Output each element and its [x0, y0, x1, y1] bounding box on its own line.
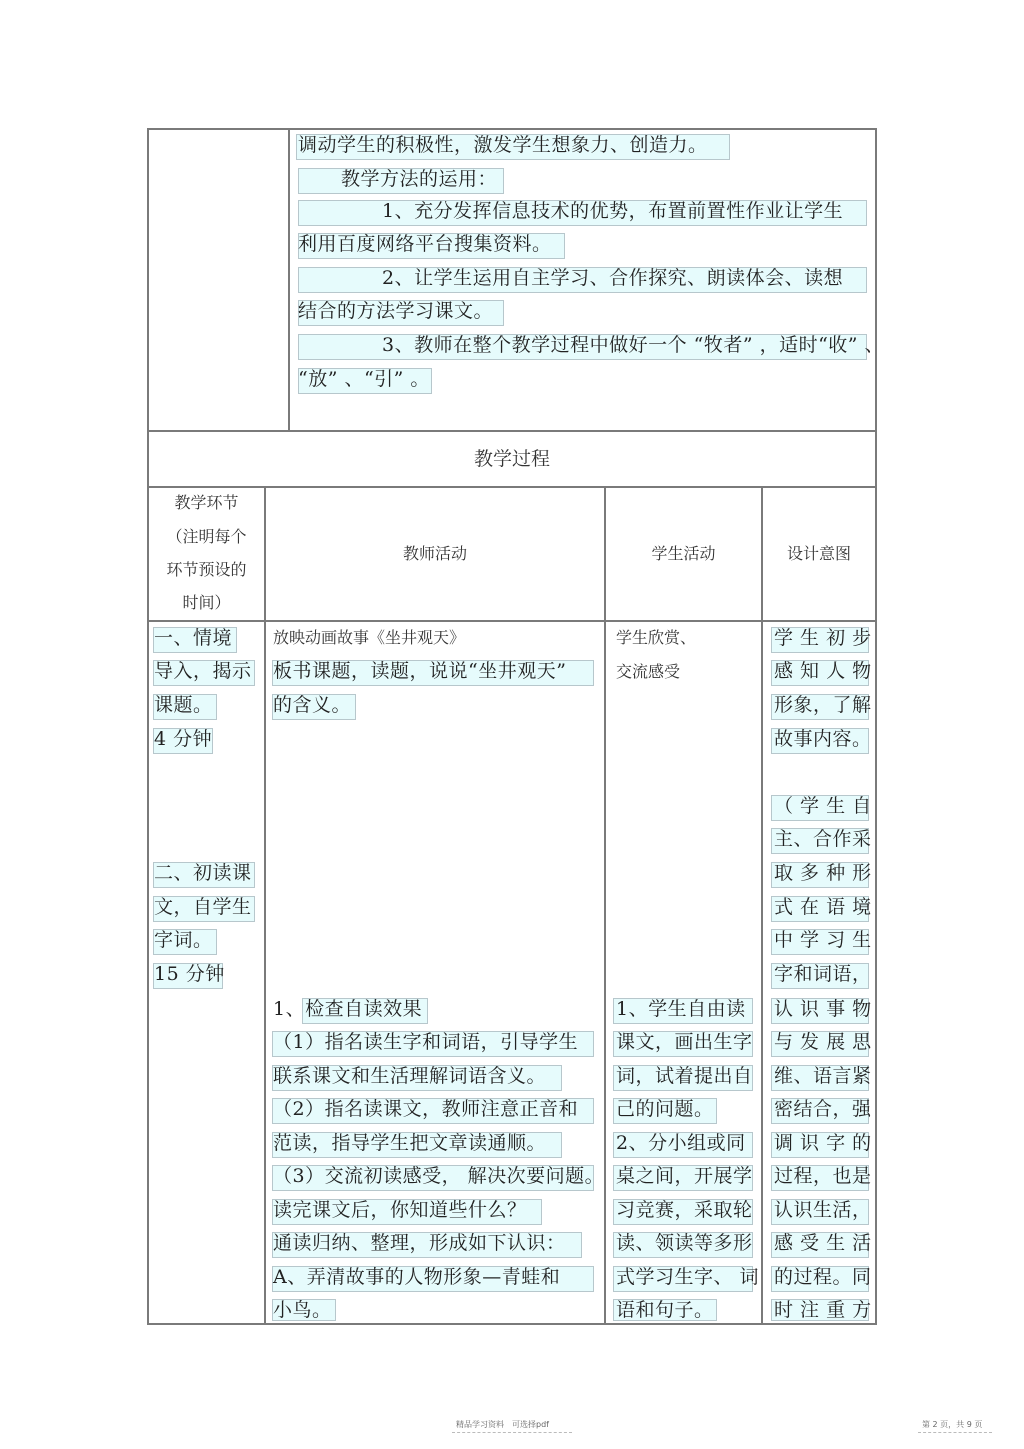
student-activity-intro: 学生欣赏、 [616, 628, 697, 647]
design-intent-line: 认识生活， [774, 1199, 872, 1221]
header-stage: 时间） [182, 593, 231, 612]
teacher-activity-line: A、弄清故事的人物形象—青蛙和 [273, 1266, 561, 1288]
student-activity-line: 课文，画出生字 [616, 1031, 753, 1053]
header-design-intent: 设计意图 [786, 544, 851, 563]
header-stage: （注明每个 [166, 527, 247, 546]
stage-text: 课题。 [154, 694, 213, 716]
design-intent-line: 字和词语， [774, 963, 872, 985]
design-intent-line: 中 学 习 生 [774, 929, 872, 951]
design-intent-line: 认 识 事 物 [774, 998, 872, 1020]
row-divider-3 [147, 620, 877, 622]
student-activity-line: 词，试着提出自 [616, 1065, 753, 1087]
design-intent-line: 时 注 重 方 [774, 1299, 872, 1321]
top-cell-line: 2、让学生运用自主学习、合作探究、朗读体会、读想 [382, 267, 844, 289]
section-title: 教学过程 [473, 448, 550, 470]
student-activity-line: 读、领读等多形 [616, 1232, 753, 1254]
header-stage: 环节预设的 [166, 560, 247, 579]
teacher-activity-intro: 放映动画故事《坐井观天》 [273, 628, 466, 647]
top-cell-line: “放” 、“引” 。 [298, 368, 430, 390]
student-activity-line: 语和句子。 [616, 1299, 714, 1321]
design-intent-line: 故事内容。 [774, 728, 872, 750]
design-intent-line: 过程，也是 [774, 1165, 872, 1187]
design-intent-line: 的过程。同 [774, 1266, 872, 1288]
student-activity-line: 式学习生字、 词 [616, 1266, 760, 1288]
stage-text: 一、情境 [154, 627, 233, 649]
design-intent-line: 密结合，强 [774, 1098, 872, 1120]
teacher-activity-line: 联系课文和生活理解词语含义。 [273, 1065, 547, 1087]
header-teacher-activity: 教师活动 [402, 544, 467, 563]
stage-text: 导入，揭示 [154, 660, 252, 682]
table-left-border [147, 128, 149, 1325]
design-intent-line: 感 受 生 活 [774, 1232, 872, 1254]
footer-dash-left [452, 1432, 572, 1433]
table-right-border [875, 128, 877, 1325]
footer-page-number: 第 2 页，共 9 页 [922, 1420, 983, 1429]
teacher-activity-line: 小鸟。 [273, 1299, 332, 1321]
stage-time: 15 分钟 [154, 963, 225, 985]
student-activity-line: 1、学生自由读 [616, 998, 746, 1020]
teacher-activity-line: 范读，指导学生把文章读通顺。 [273, 1132, 547, 1154]
teacher-activity-line: （1）指名读生字和词语，引导学生 [273, 1031, 579, 1053]
top-cell-line: 结合的方法学习课文。 [298, 300, 494, 322]
student-activity-intro: 交流感受 [616, 662, 681, 681]
teacher-activity-line: 的含义。 [273, 694, 352, 716]
design-intent-line: 取 多 种 形 [774, 862, 872, 884]
stage-text: 文，自学生 [154, 896, 252, 918]
col-divider-2 [604, 486, 606, 1324]
student-activity-line: 习竞赛，采取轮 [616, 1199, 753, 1221]
design-intent-line: （ 学 生 自 [774, 795, 872, 817]
design-intent-line: 维、语言紧 [774, 1065, 872, 1087]
teacher-activity-line: 板书课题，读题，说说“坐井观天” [273, 660, 567, 682]
stage-time: 4 分钟 [154, 728, 213, 750]
design-intent-line: 与 发 展 思 [774, 1031, 872, 1053]
table-bottom-border [147, 1323, 877, 1325]
stage-text: 字词。 [154, 929, 213, 951]
top-cell-line: 3、教师在整个教学过程中做好一个 “牧者” ，适时“收” 、 [382, 334, 885, 356]
student-activity-line: 桌之间，开展学 [616, 1165, 753, 1187]
design-intent-line: 主、合作采 [774, 828, 872, 850]
top-cell-divider [288, 128, 290, 431]
student-activity-line: 2、分小组或同 [616, 1132, 746, 1154]
col-divider-1 [264, 486, 266, 1324]
footer-dash-right [918, 1432, 992, 1433]
row-divider-1 [147, 430, 877, 432]
header-student-activity: 学生活动 [651, 544, 716, 563]
teacher-activity-line: （2）指名读课文，教师注意正音和 [273, 1098, 579, 1120]
header-stage: 教学环节 [174, 493, 239, 512]
teacher-activity-line: 读完课文后，你知道些什么？ [273, 1199, 527, 1221]
row-divider-2 [147, 486, 877, 488]
top-cell-line: 利用百度网络平台搜集资料。 [298, 233, 552, 255]
teacher-activity-line: （3）交流初读感受， 解决次要问题。 [273, 1165, 605, 1187]
top-cell-line: 教学方法的运用： [341, 168, 498, 190]
footer-left-text: 精品学习资料 可选择pdf [456, 1420, 549, 1429]
design-intent-line: 调 识 字 的 [774, 1132, 872, 1154]
stage-text: 二、初读课 [154, 862, 252, 884]
student-activity-line: 己的问题。 [616, 1098, 714, 1120]
design-intent-line: 学 生 初 步 [774, 627, 872, 649]
top-cell-line: 调动学生的积极性，激发学生想象力、创造力。 [298, 134, 708, 156]
col-divider-3 [761, 486, 763, 1324]
design-intent-line: 式 在 语 境 [774, 896, 872, 918]
top-cell-line: 1、充分发挥信息技术的优势，布置前置性作业让学生 [382, 200, 844, 222]
teacher-activity-line: 通读归纳、整理，形成如下认识： [273, 1232, 566, 1254]
teacher-activity-line: 1、检查自读效果 [273, 998, 423, 1020]
design-intent-line: 形象，了解 [774, 694, 872, 716]
design-intent-line: 感 知 人 物 [774, 660, 872, 682]
